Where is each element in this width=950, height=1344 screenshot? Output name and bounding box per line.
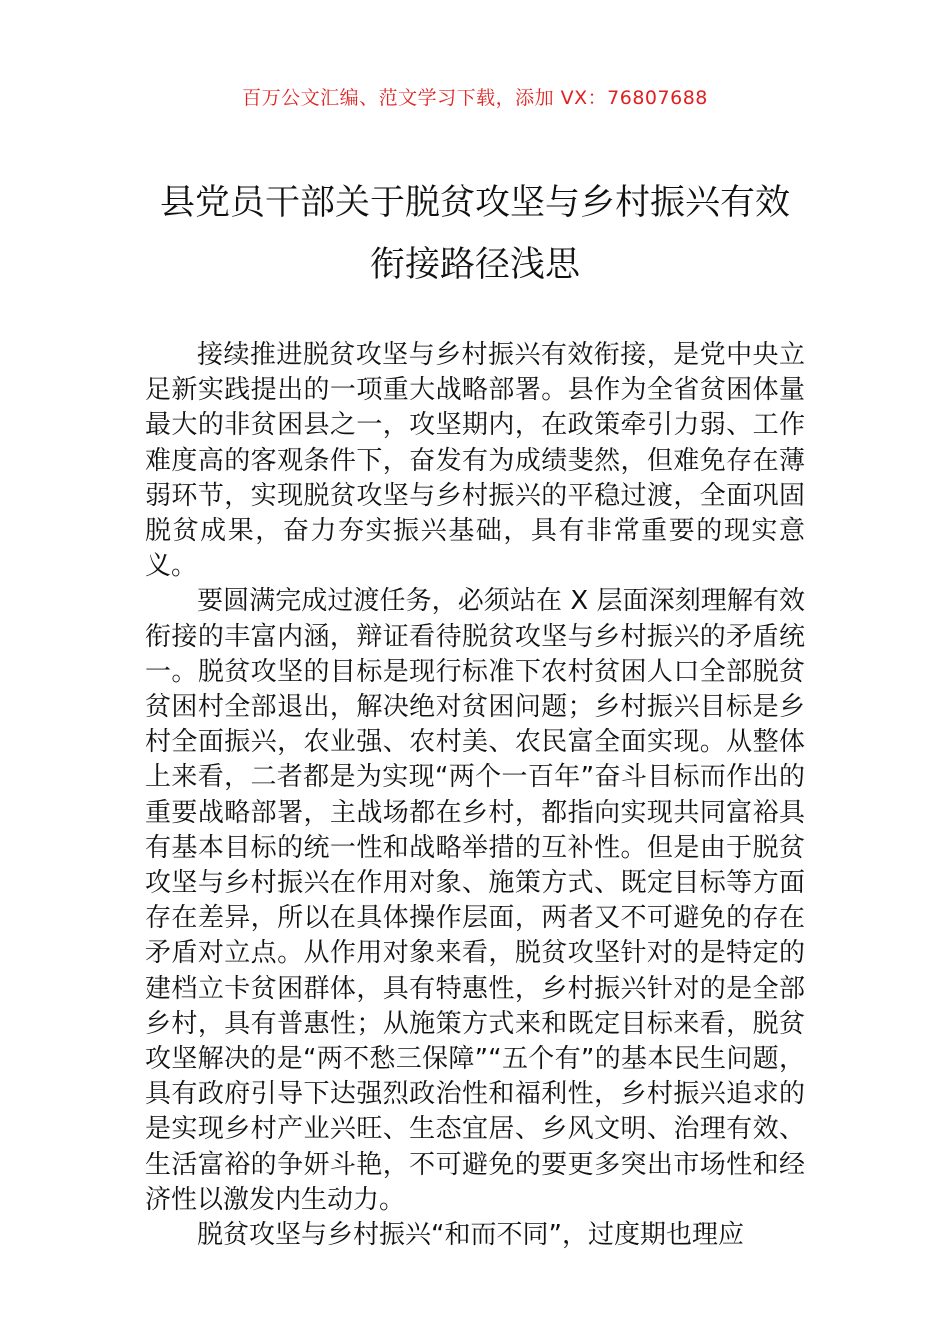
document-title-line-2: 衔接路径浅思 — [369, 245, 580, 285]
header-note: 百万公文汇编、范文学习下载，添加 VX：76807688 — [242, 87, 708, 109]
document-title — [145, 172, 805, 296]
paragraph-1: 接续推进脱贫攻坚与乡村振兴有效衔接，是党中央立足新实践提出的一项重大战略部署。县作为全省贫困体量最大的非贫困县之一，攻坚期内，在政策牵引力弱、工作难度高的客观条件下，奋发有为成绩斐然，但难免存在薄弱环节，实现脱贫攻坚与乡村振兴的平稳过渡，全面巩固脱贫成果，奋力夯实振兴基础，具有非常重要的现实意义。 — [145, 340, 805, 582]
paragraph-2: 要圆满完成过渡任务，必须站在 X 层面深刻理解有效衔接的丰富内涵，辩证看待脱贫攻坚与乡村振兴的矛盾统一。脱贫攻坚的目标是现行标准下农村贫困人口全部脱贫贫困村全部退出，解决绝对贫困问题；乡村振兴目标是乡村全面振兴，农业强、农村美、农民富全面实现。从整体上来看，二者都是为实现“两个一百年”奋斗目标而作出的重要战略部署，主战场都在乡村，都指向实现共同富裕具有基本目标的统一性和战略举措的互补性。但是由于脱贫攻坚与乡村振兴在作用对象、施策方式、既定目标等方面存在差异，所以在具体操作层面，两者又不可避免的存在矛盾对立点。从作用对象来看，脱贫攻坚针对的是特定的建档立卡贫困群体，具有特惠性，乡村振兴针对的是全部乡村，具有普惠性；从施策方式来和既定目标来看，脱贫攻坚解决的是“两不愁三保障”“五个有”的基本民生问题，具有政府引导下达强烈政治性和福利性，乡村振兴追求的是实现乡村产业兴旺、生态宜居、乡风文明、治理有效、生活富裕的争妍斗艳，不可避免的要更多突出市场性和经济性以激发内生动力。 — [145, 586, 805, 1215]
paragraph-3: 脱贫攻坚与乡村振兴“和而不同”，过度期也理应 — [197, 1220, 744, 1251]
document-title-line-1: 县党员干部关于脱贫攻坚与乡村振兴有效 — [159, 183, 790, 223]
document-body — [145, 338, 805, 1253]
